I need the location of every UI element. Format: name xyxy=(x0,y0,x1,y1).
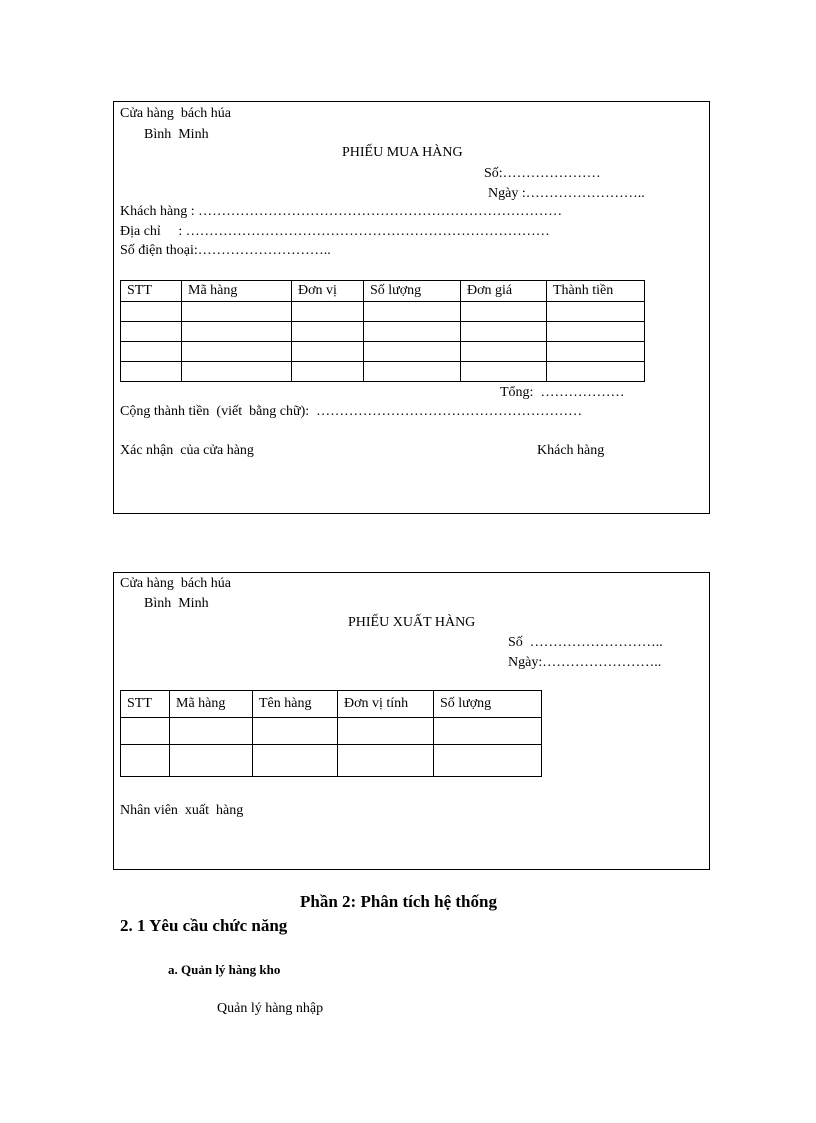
table-row xyxy=(121,302,645,322)
column-header: Mã hàng xyxy=(170,691,253,718)
body-paragraph: Quản lý hàng nhập xyxy=(217,1001,324,1016)
export-number-field: Số ……………………….. xyxy=(508,635,663,650)
column-header: Tên hàng xyxy=(253,691,338,718)
purchase-items-table xyxy=(120,280,645,382)
purchase-address-field: Địa chỉ : …………………………………………………………………… xyxy=(120,224,550,239)
export-date-field: Ngày:…………………….. xyxy=(508,655,662,670)
column-header: Đơn giá xyxy=(461,281,547,302)
purchase-total-words-field: Cộng thành tiền (viết bằng chữ): ………………………………………………… xyxy=(120,404,583,419)
export-form-title: PHIẾU XUẤT HÀNG xyxy=(348,615,476,630)
column-header: Thành tiền xyxy=(547,281,645,302)
purchase-store-confirmation: Xác nhận của cửa hàng xyxy=(120,443,254,458)
part-heading: Phần 2: Phân tích hệ thống xyxy=(300,892,497,911)
purchase-customer-field: Khách hàng : …………………………………………………………………… xyxy=(120,204,563,219)
purchase-form-title: PHIẾU MUA HÀNG xyxy=(342,145,463,160)
table-header-row xyxy=(121,691,542,718)
purchase-store-name: Cửa hàng bách húa xyxy=(120,106,231,121)
subsection-heading: a. Quản lý hàng kho xyxy=(168,962,281,977)
column-header: Số lượng xyxy=(364,281,461,302)
column-header: Mã hàng xyxy=(182,281,292,302)
purchase-store-branch: Bình Minh xyxy=(144,127,209,142)
column-header: Đơn vị xyxy=(292,281,364,302)
table-row xyxy=(121,718,542,745)
purchase-total-field: Tổng: ……………… xyxy=(500,385,625,400)
table-row xyxy=(121,342,645,362)
purchase-date-field: Ngày :…………………….. xyxy=(488,186,645,201)
purchase-number-field: Số:………………… xyxy=(484,166,601,181)
column-header: STT xyxy=(121,691,170,718)
table-row xyxy=(121,745,542,777)
table-row xyxy=(121,362,645,382)
table-row xyxy=(121,322,645,342)
section-heading: 2. 1 Yêu cầu chức năng xyxy=(120,916,288,935)
column-header: Đơn vị tính xyxy=(338,691,434,718)
column-header: STT xyxy=(121,281,182,302)
export-store-branch: Bình Minh xyxy=(144,596,209,611)
purchase-customer-signature: Khách hàng xyxy=(537,443,605,458)
column-header: Số lượng xyxy=(434,691,542,718)
export-staff-signature: Nhân viên xuất hàng xyxy=(120,803,244,818)
purchase-phone-field: Số điện thoại:……………………….. xyxy=(120,243,331,258)
table-header-row xyxy=(121,281,645,302)
export-store-name: Cửa hàng bách húa xyxy=(120,576,231,591)
export-items-table xyxy=(120,690,542,777)
